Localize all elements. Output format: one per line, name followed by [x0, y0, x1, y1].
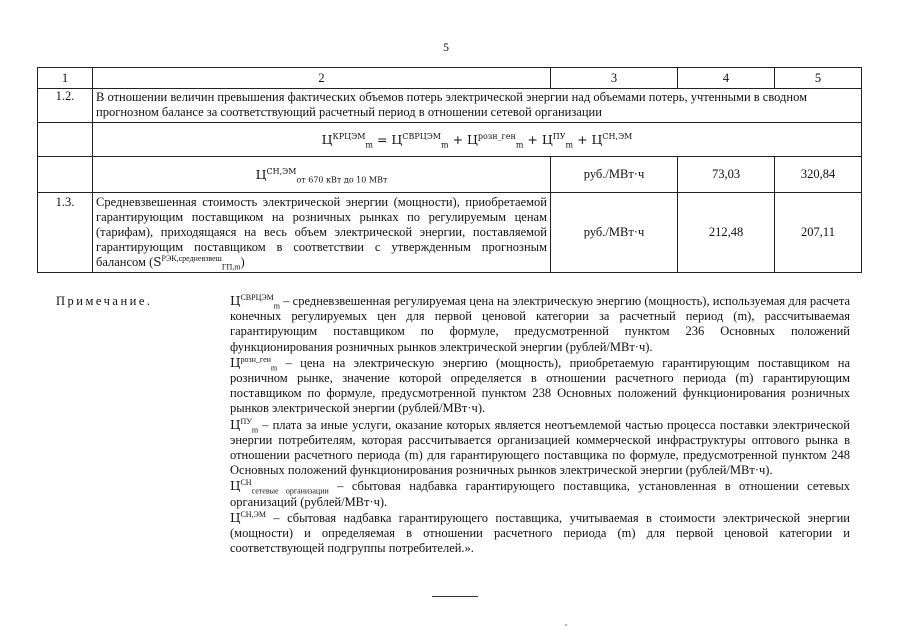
table-row-1-3	[38, 193, 862, 273]
note-label: Примечание.	[56, 294, 153, 308]
range-label-cell: $Ц^{СН,ЭМ}_{от 670 кВт до 10 МВт}$	[93, 157, 551, 193]
note-item: $Ц^{ПУ}_m$ – плата за иные услуги, оказание которых является неотъемлемой частью процесса поставки электрической энергии потребителям, которая рассчитывается организацией коммерческой инфраструктуры оптового рынка в отношении расчетного периода (m) для гарантирующего поставщика по формуле, предусмотренной пунктом 248 Основных положений функционирования розничных рынков электрической энергии (рублей/МВт·ч).	[230, 416, 850, 478]
separator-line	[432, 596, 478, 597]
table-row-formula	[38, 123, 862, 157]
row-description: Средневзвешенная стоимость электрической энергии (мощности), приобретаемой гарантирующим поставщиком на розничных рынках по регулируемым ценам (тарифам), приходящаяся на весь объем электрической энергии, поставляемой гарантирующим поставщиком в соответствии с утвержденным прогнозным балансом $(S^{РЭК,средневзвеш}_{ГП,m})$	[93, 193, 551, 273]
value-col-4: 73,03	[678, 157, 775, 193]
table-header-row	[38, 68, 862, 89]
note-item: $Ц^{СН}_{сетевые организации}$ – сбытовая надбавка гарантирующего поставщика, установленная в отношении сетевых организаций (рублей/МВт·ч).	[230, 478, 850, 509]
row-description: В отношении величин превышения фактических объемов потерь электрической энергии над объемами потерь, учтенными в сводном прогнозном балансе за соответствующий расчетный период в отношении сетевой организации	[93, 89, 862, 123]
value-col-5: 320,84	[775, 157, 862, 193]
row-number: 1.2.	[38, 89, 93, 123]
scan-dot	[565, 624, 567, 626]
header-col-4: 4	[678, 68, 775, 89]
formula-cell: $Ц^{КРЦЭМ}_m = Ц^{СВРЦЭМ}_m + Ц^{розн\_ген}_m + Ц^{ПУ}_m + Ц^{СН,ЭМ}$	[93, 123, 862, 157]
notes-block	[230, 294, 850, 557]
note-item: $Ц^{СН,ЭМ}$ – сбытовая надбавка гарантирующего поставщика, учитываемая в стоимости электрической энергии (мощности) и определяемая в отношении расчетного периода (m) для первой ценовой категории и соответствующей подгруппы потребителей.».	[230, 509, 850, 556]
header-col-3: 3	[551, 68, 678, 89]
unit-cell: руб./МВт·ч	[551, 193, 678, 273]
header-col-5: 5	[775, 68, 862, 89]
value-col-5: 207,11	[775, 193, 862, 273]
row-number: 1.3.	[38, 193, 93, 273]
value-col-4: 212,48	[678, 193, 775, 273]
unit-cell: руб./МВт·ч	[551, 157, 678, 193]
empty-cell	[38, 157, 93, 193]
note-item: $Ц^{СВРЦЭМ}_m$ – средневзвешенная регулируемая цена на электрическую энергию (мощность), используемая для расчета конечных регулируемых цен для первой ценовой категории за расчетный период (m), рассчитываемая гарантирующим поставщиком по формуле, предусмотренной пунктом 236 Основных положений функционирования розничных рынков электрической энергии (рублей/МВт·ч).	[230, 292, 850, 354]
page-number: 5	[443, 40, 449, 54]
tariff-table	[37, 67, 862, 273]
note-item: $Ц^{розн\_ген}_m$ – цена на электрическую энергию (мощность), приобретаемую гарантирующим поставщиком на розничном рынке, значение которой определяется в отношении расчетного периода (m) гарантирующим поставщиком по формуле, предусмотренной пунктом 238 Основных положений функционирования розничных рынков электрической энергии (рублей/МВт·ч).	[230, 354, 850, 416]
table-row-1-2	[38, 89, 862, 123]
header-col-1: 1	[38, 68, 93, 89]
empty-cell	[38, 123, 93, 157]
table-row-range	[38, 157, 862, 193]
header-col-2: 2	[93, 68, 551, 89]
